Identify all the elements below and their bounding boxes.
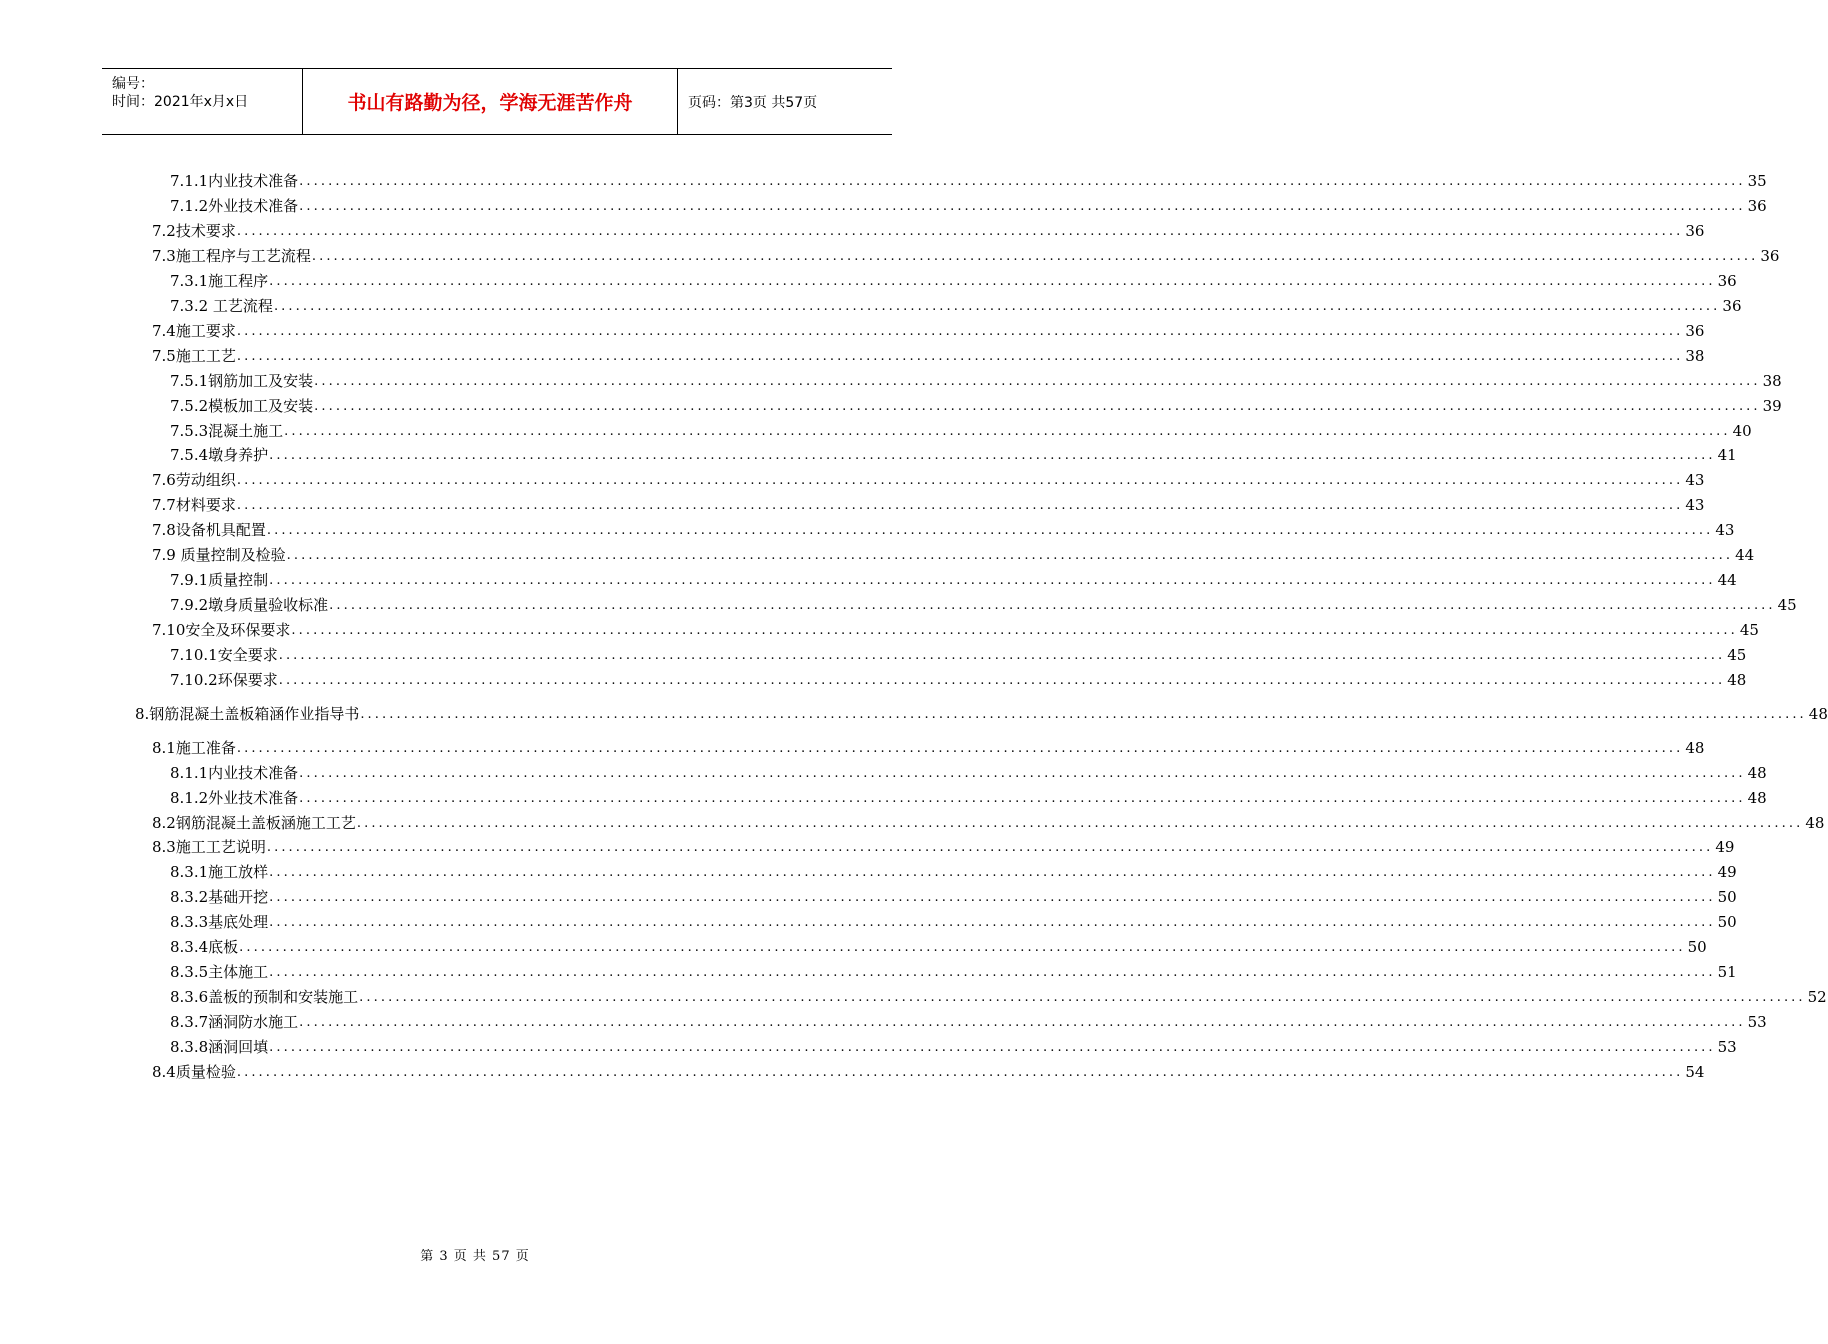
toc-leader-dots: ........................................................................................................................................................................................................ <box>266 840 1714 855</box>
toc-entry[interactable] <box>170 961 1737 983</box>
toc-leader-dots: ........................................................................................................................................................................................................ <box>269 865 1716 880</box>
toc-entry[interactable] <box>170 1036 1737 1058</box>
toc-entry-title: 7.1.1内业技术准备 <box>170 172 299 190</box>
toc-entry-page: 41 <box>1717 446 1737 464</box>
toc-entry[interactable] <box>152 345 1705 367</box>
toc-entry-page: 50 <box>1687 938 1707 956</box>
toc-entry[interactable] <box>170 644 1747 666</box>
toc-entry-title: 7.9 质量控制及检验 <box>152 546 286 564</box>
toc-leader-dots: ........................................................................................................................................................................................................ <box>236 324 1684 339</box>
toc-entry-page: 43 <box>1715 521 1735 539</box>
toc-entry-title: 7.5.3混凝土施工 <box>170 422 284 440</box>
toc-leader-dots: ........................................................................................................................................................................................................ <box>236 224 1684 239</box>
toc-entry-page: 36 <box>1685 222 1705 240</box>
toc-entry-title: 7.5施工工艺 <box>152 347 236 365</box>
toc-leader-dots: ........................................................................................................................................................................................................ <box>314 399 1761 414</box>
toc-entry-title: 7.10.1安全要求 <box>170 646 278 664</box>
toc-entry-title: 7.9.1质量控制 <box>170 571 269 589</box>
toc-entry-page: 39 <box>1762 397 1782 415</box>
toc-entry-page: 45 <box>1777 596 1797 614</box>
toc-leader-dots: ........................................................................................................................................................................................................ <box>269 573 1716 588</box>
toc-entry-page: 48 <box>1808 705 1828 723</box>
toc-entry[interactable] <box>152 1061 1705 1083</box>
toc-entry-page: 48 <box>1727 671 1747 689</box>
toc-leader-dots: ........................................................................................................................................................................................................ <box>291 623 1738 638</box>
toc-entry-title: 8.3.3基底处理 <box>170 913 269 931</box>
toc-entry-page: 52 <box>1807 988 1827 1006</box>
toc-entry[interactable] <box>152 737 1705 759</box>
toc-entry[interactable] <box>170 295 1742 317</box>
toc-entry[interactable] <box>152 812 1825 834</box>
toc-entry[interactable] <box>170 669 1747 691</box>
toc-entry-title: 8.3.8涵洞回填 <box>170 1038 269 1056</box>
toc-entry[interactable] <box>152 245 1780 267</box>
toc-entry-title: 7.1.2外业技术准备 <box>170 197 299 215</box>
toc-entry[interactable] <box>170 936 1707 958</box>
toc-entry-title: 7.7材料要求 <box>152 496 236 514</box>
toc-entry-title: 7.3.1施工程序 <box>170 272 269 290</box>
toc-leader-dots: ........................................................................................................................................................................................................ <box>299 1015 1746 1030</box>
toc-entry-title: 7.5.2模板加工及安装 <box>170 397 314 415</box>
toc-leader-dots: ........................................................................................................................................................................................................ <box>236 741 1684 756</box>
toc-entry-title: 8.4质量检验 <box>152 1063 236 1081</box>
toc-entry[interactable] <box>170 444 1737 466</box>
toc-leader-dots: ........................................................................................................................................................................................................ <box>284 424 1731 439</box>
toc-entry-title: 8.3.6盖板的预制和安装施工 <box>170 988 359 1006</box>
toc-entry-page: 53 <box>1747 1013 1767 1031</box>
toc-entry-page: 36 <box>1685 322 1705 340</box>
toc-entry-page: 36 <box>1722 297 1742 315</box>
toc-entry[interactable] <box>170 911 1737 933</box>
toc-leader-dots: ........................................................................................................................................................................................................ <box>236 473 1684 488</box>
toc-leader-dots: ........................................................................................................................................................................................................ <box>356 816 1804 831</box>
toc-entry-page: 43 <box>1685 496 1705 514</box>
toc-entry-page: 38 <box>1762 372 1782 390</box>
toc-entry[interactable] <box>152 494 1705 516</box>
toc-leader-dots: ........................................................................................................................................................................................................ <box>236 1065 1684 1080</box>
toc-leader-dots: ........................................................................................................................................................................................................ <box>269 274 1716 289</box>
toc-entry[interactable] <box>170 762 1767 784</box>
toc-leader-dots: ........................................................................................................................................................................................................ <box>360 707 1807 722</box>
toc-entry-page: 45 <box>1739 621 1759 639</box>
toc-entry-title: 7.5.1钢筋加工及安装 <box>170 372 314 390</box>
toc-entry[interactable] <box>152 544 1755 566</box>
toc-leader-dots: ........................................................................................................................................................................................................ <box>278 673 1726 688</box>
toc-entry-page: 43 <box>1685 471 1705 489</box>
toc-entry-page: 48 <box>1747 789 1767 807</box>
toc-entry-page: 54 <box>1685 1063 1705 1081</box>
toc-entry-page: 36 <box>1747 197 1767 215</box>
toc-leader-dots: ........................................................................................................................................................................................................ <box>299 199 1746 214</box>
toc-entry-page: 40 <box>1732 422 1752 440</box>
toc-leader-dots: ........................................................................................................................................................................................................ <box>286 548 1734 563</box>
toc-entry[interactable] <box>152 519 1735 541</box>
toc-entry-page: 53 <box>1717 1038 1737 1056</box>
toc-entry-page: 48 <box>1685 739 1705 757</box>
toc-leader-dots: ........................................................................................................................................................................................................ <box>269 448 1716 463</box>
toc-entry[interactable] <box>170 170 1767 192</box>
toc-leader-dots: ........................................................................................................................................................................................................ <box>266 523 1714 538</box>
toc-entry-title: 7.2技术要求 <box>152 222 236 240</box>
toc-entry-title: 8.1施工准备 <box>152 739 236 757</box>
toc-entry-title: 7.10安全及环保要求 <box>152 621 291 639</box>
toc-leader-dots: ........................................................................................................................................................................................................ <box>329 598 1776 613</box>
toc-entry-page: 50 <box>1717 888 1737 906</box>
toc-entry[interactable] <box>152 836 1735 858</box>
toc-entry-page: 51 <box>1717 963 1737 981</box>
toc-entry-page: 49 <box>1717 863 1737 881</box>
toc-entry[interactable] <box>170 270 1737 292</box>
toc-entry[interactable] <box>170 594 1797 616</box>
toc-entry-page: 36 <box>1760 247 1780 265</box>
toc-leader-dots: ........................................................................................................................................................................................................ <box>269 1040 1716 1055</box>
toc-entry[interactable] <box>170 569 1737 591</box>
toc-leader-dots: ........................................................................................................................................................................................................ <box>236 349 1684 364</box>
toc-leader-dots: ........................................................................................................................................................................................................ <box>299 174 1746 189</box>
toc-entry-title: 8.1.1内业技术准备 <box>170 764 299 782</box>
toc-entry[interactable] <box>170 986 1827 1008</box>
toc-entry[interactable] <box>170 195 1767 217</box>
toc-entry-title: 7.4施工要求 <box>152 322 236 340</box>
toc-leader-dots: ........................................................................................................................................................................................................ <box>278 648 1726 663</box>
toc-entry[interactable] <box>152 619 1759 641</box>
toc-leader-dots: ........................................................................................................................................................................................................ <box>269 915 1716 930</box>
toc-entry-title: 7.5.4墩身养护 <box>170 446 269 464</box>
toc-leader-dots: ........................................................................................................................................................................................................ <box>359 990 1806 1005</box>
toc-entry-page: 44 <box>1717 571 1737 589</box>
toc-entry[interactable] <box>170 787 1767 809</box>
toc-leader-dots: ........................................................................................................................................................................................................ <box>314 374 1761 389</box>
toc-leader-dots: ........................................................................................................................................................................................................ <box>273 299 1721 314</box>
toc-entry-page: 50 <box>1717 913 1737 931</box>
toc-entry-title: 7.6劳动组织 <box>152 471 236 489</box>
toc-entry[interactable] <box>152 220 1705 242</box>
header-page-info: 页码：第3页 共57页 <box>688 94 818 111</box>
toc-entry-page: 35 <box>1747 172 1767 190</box>
toc-entry-title: 8.3.5主体施工 <box>170 963 269 981</box>
toc-entry-page: 48 <box>1747 764 1767 782</box>
toc-entry-title: 8.3施工工艺说明 <box>152 838 266 856</box>
toc-entry-page: 45 <box>1727 646 1747 664</box>
toc-leader-dots: ........................................................................................................................................................................................................ <box>269 890 1716 905</box>
toc-entry-title: 8.3.1施工放样 <box>170 863 269 881</box>
toc-entry-page: 44 <box>1735 546 1755 564</box>
toc-entry-title: 7.3.2 工艺流程 <box>170 297 273 315</box>
header-meta-cell <box>102 69 303 134</box>
toc-entry[interactable] <box>170 420 1752 442</box>
toc-entry[interactable] <box>152 469 1705 491</box>
toc-leader-dots: ........................................................................................................................................................................................................ <box>269 965 1716 980</box>
toc-leader-dots: ........................................................................................................................................................................................................ <box>299 766 1746 781</box>
toc-entry[interactable] <box>170 886 1737 908</box>
header-motto: 书山有路勤为径，学海无涯苦作舟 <box>303 69 678 134</box>
toc-entry-title: 8.3.4底板 <box>170 938 239 956</box>
toc-entry-title: 8.1.2外业技术准备 <box>170 789 299 807</box>
toc-entry-page: 38 <box>1685 347 1705 365</box>
page-header <box>102 68 892 135</box>
toc-entry-title: 8.3.7涵洞防水施工 <box>170 1013 299 1031</box>
toc-entry[interactable] <box>170 1011 1767 1033</box>
toc-leader-dots: ........................................................................................................................................................................................................ <box>236 498 1684 513</box>
code-label: 编号： <box>112 76 154 92</box>
toc-entry[interactable] <box>152 320 1705 342</box>
toc-entry[interactable] <box>135 703 1828 725</box>
toc-entry-title: 7.3施工程序与工艺流程 <box>152 247 311 265</box>
toc-entry-page: 48 <box>1805 814 1825 832</box>
toc-entry-title: 8.3.2基础开挖 <box>170 888 269 906</box>
toc-entry[interactable] <box>170 395 1782 417</box>
toc-entry[interactable] <box>170 370 1782 392</box>
toc-entry-title: 7.8设备机具配置 <box>152 521 266 539</box>
toc-entry-page: 36 <box>1717 272 1737 290</box>
toc-entry-title: 8.2钢筋混凝土盖板涵施工工艺 <box>152 814 356 832</box>
toc-leader-dots: ........................................................................................................................................................................................................ <box>239 940 1686 955</box>
toc-entry-page: 49 <box>1715 838 1735 856</box>
page-footer: 第 3 页 共 57 页 <box>420 1249 530 1264</box>
time-label: 时间：2021年x月x日 <box>112 94 249 110</box>
toc-entry-title: 7.10.2环保要求 <box>170 671 278 689</box>
toc-entry-title: 8.钢筋混凝土盖板箱涵作业指导书 <box>135 705 360 723</box>
toc-entry[interactable] <box>170 861 1737 883</box>
toc-leader-dots: ........................................................................................................................................................................................................ <box>299 791 1746 806</box>
toc-leader-dots: ........................................................................................................................................................................................................ <box>311 249 1759 264</box>
toc-entry-title: 7.9.2墩身质量验收标准 <box>170 596 329 614</box>
